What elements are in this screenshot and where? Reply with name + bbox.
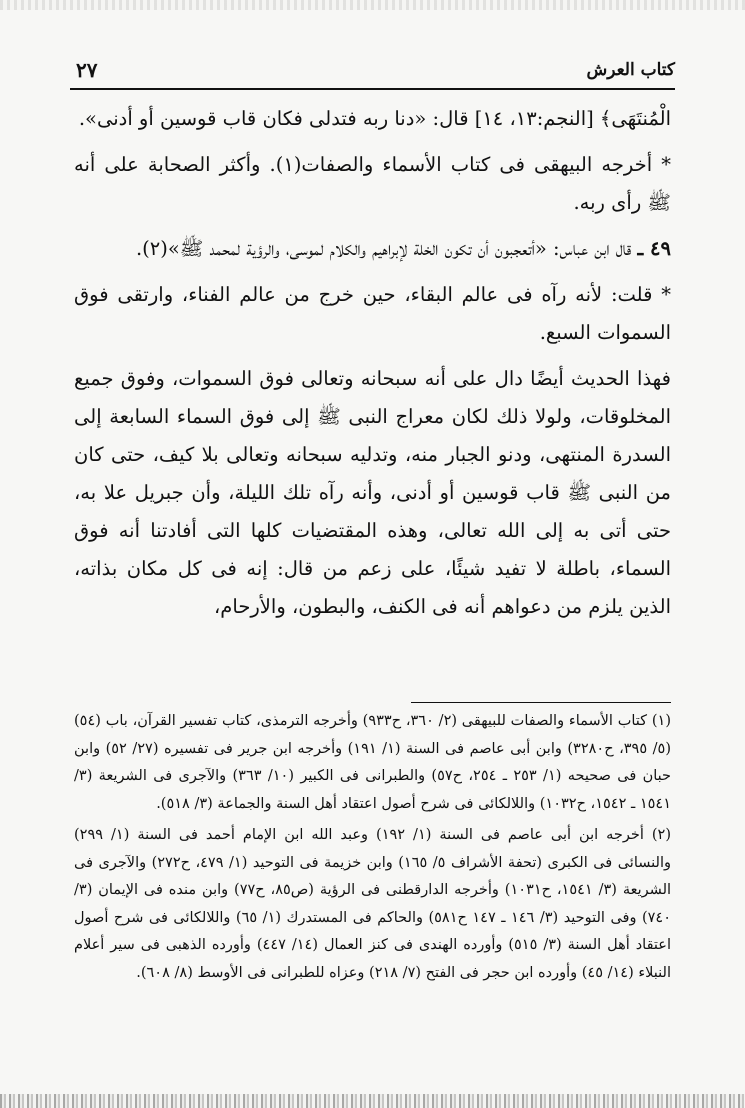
top-ornament-border (0, 0, 745, 10)
running-header (70, 58, 675, 84)
hadith-number: ٤٩ ـ (637, 237, 671, 260)
paragraph-2: * أخرجه البيهقى فى كتاب الأسماء والصفات(١). وأكثر الصحابة على أنه ﷺ رأى ربه. (74, 153, 671, 214)
paragraph-3 (74, 230, 671, 268)
header-title: كتاب العرش (586, 60, 675, 80)
paragraph-3-text: قال ابن عباس: «أتعجبون أن تكون الخلة لإبراهيم والكلام لموسى، والرؤية لمحمد ﷺ»(٢). (135, 237, 632, 260)
footnotes (74, 708, 671, 991)
page-number: ٢٧ (76, 58, 98, 82)
footnote-divider (411, 702, 671, 703)
header-divider (70, 88, 675, 90)
footnote-2: (٢) أخرجه ابن أبى عاصم فى السنة (١/ ١٩٢) وعبد الله ابن الإمام أحمد فى السنة (١/ ٢٩٩) والنسائى فى الكبرى (تحفة الأشراف ٥/ ١٦٥) وابن خزيمة فى التوحيد (١/ ٤٧٩، ح٢٧٢) والآجرى فى الشريعة (٣/ ١٥٤١، ح١٠٣١) وأخرجه الدارقطنى فى الرؤية (ص٨٥، ح٧٧) وابن منده فى الإيمان (٣/ ٧٤٠) وفى التوحيد (٣/ ١٤٦ ـ ١٤٧ ح٥٨١) والحاكم فى المستدرك (١/ ٦٥) واللالكائى فى شرح أصول اعتقاد أهل السنة (٣/ ٥١٥) وأورده الهندى فى كنز العمال (١٤/ ٤٤٧) وأورده الذهبى فى سير أعلام النبلاء (١٤/ ٤٥) وأورده ابن حجر فى الفتح (٧/ ٢١٨) وعزاه للطبرانى فى الأوسط (٨/ ٦٠٨). (74, 827, 672, 981)
bottom-ornament-border (0, 1094, 745, 1108)
main-text (74, 100, 671, 634)
footnote-1: (١) كتاب الأسماء والصفات للبيهقى (٢/ ٣٦٠، ح٩٣٣) وأخرجه الترمذى، كتاب تفسير القرآن، باب (٥٤) (٥/ ٣٩٥، ح٣٢٨٠) وابن أبى عاصم فى السنة (١/ ١٩١) وأخرجه ابن جرير فى تفسيره (٢٧/ ٥٢) وابن حبان فى صحيحه (١/ ٢٥٣ ـ ٢٥٤، ح٥٧) والطبرانى فى الكبير (١٠/ ٣٦٣) والآجرى فى الشريعة (٣/ ١٥٤١ ـ ١٥٤٢، ح١٠٣٢) واللالكائى فى شرح أصول اعتقاد أهل السنة والجماعة (٣/ ٥١٨). (74, 713, 672, 812)
paragraph-4: * قلت: لأنه رآه فى عالم البقاء، حين خرج من عالم الفناء، وارتقى فوق السموات السبع. (74, 283, 671, 344)
paragraph-5: فهذا الحديث أيضًا دال على أنه سبحانه وتعالى فوق السموات، وفوق جميع المخلوقات، ولولا ذلك لكان معراج النبى ﷺ إلى فوق السماء السابعة إلى السدرة المنتهى، ودنو الجبار منه، وتدليه سبحانه وتعالى بلا كيف، حتى كان من النبى ﷺ قاب قوسين أو أدنى، وأنه رآه تلك الليلة، وأن جبريل علا به، حتى أتى به إلى الله تعالى، وهذه المقتضيات كلها التى أفادتنا أنه فوق السماء، باطلة لا تفيد شيئًا، على زعم من قال: إنه فى كل مكان بذاته، الذين يلزم من دعواهم أنه فى الكنف، والبطون، والأرحام، (74, 367, 671, 618)
paragraph-1: الْمُنتَهَى﴾ [النجم:١٣، ١٤] قال: «دنا ربه فتدلى فكان قاب قوسين أو أدنى». (78, 107, 671, 130)
